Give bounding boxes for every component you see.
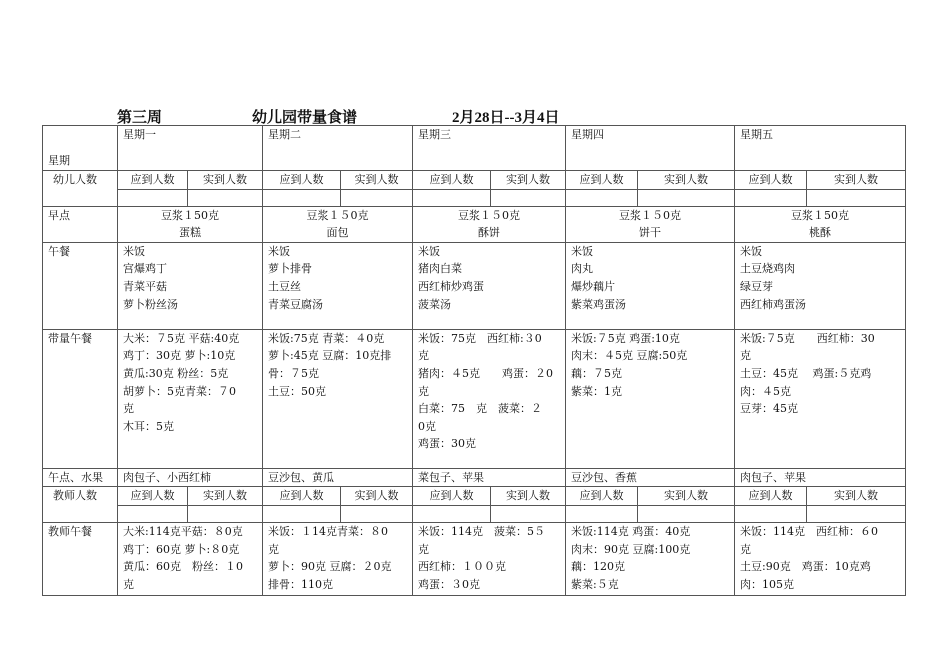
lunch-mon: [118, 242, 263, 329]
lunch-item: 萝卜排骨: [268, 262, 312, 276]
count-cell: [118, 189, 188, 206]
actual-label: 实到人数: [638, 171, 735, 190]
count-cell: [735, 189, 807, 206]
lunch-item: 宫爆鸡丁: [123, 262, 167, 276]
count-cell: [263, 189, 341, 206]
teacher-line: 肉：105克: [740, 577, 794, 591]
actual-label: 实到人数: [341, 487, 413, 506]
teacher-wed: [413, 522, 566, 595]
breakfast-item: 豆浆１５0克: [306, 208, 369, 222]
count-cell: [341, 189, 413, 206]
snack-tue: 豆沙包、黄瓜: [263, 468, 413, 487]
weekday-mon: 星期一: [118, 126, 263, 171]
lunch-label: 午餐: [43, 242, 118, 329]
snack-mon: 肉包子、小西红柿: [118, 468, 263, 487]
lunch-item: 爆炒藕片: [571, 279, 615, 293]
breakfast-item: 豆浆１５0克: [619, 208, 681, 222]
breakfast-mon: [118, 206, 263, 242]
lunch-item: 萝卜粉丝汤: [123, 297, 178, 311]
count-cell: [735, 505, 807, 522]
teacher-line: 大米:114克平菇：８0克: [123, 524, 243, 538]
date-range: 2月28日--3月4日: [452, 110, 560, 126]
week-label: 第三周: [117, 110, 163, 126]
teacher-line: 米饭：１14克青菜：８0: [268, 524, 388, 538]
lunch-thu: [566, 242, 735, 329]
lunch-item: 猪肉白菜: [418, 262, 462, 276]
portion-line: 米饭:７5克 西红柿：30: [740, 331, 875, 345]
document-title: 幼儿园带量食谱: [252, 110, 358, 126]
teacher-line: 萝卜：90克 豆腐：２0克: [268, 560, 392, 574]
lunch-item: 米饭: [268, 244, 290, 258]
weekday-tue: 星期二: [263, 126, 413, 171]
teacher-line: 米饭:114克 鸡蛋：40克: [571, 524, 691, 538]
children-count-values-row: [43, 189, 906, 206]
lunch-item: 米饭: [418, 244, 440, 258]
teacher-line: 肉末：90克 豆腐:100克: [571, 542, 691, 556]
portion-line: 萝卜:45克 豆腐：10克排: [268, 349, 392, 363]
breakfast-item: 桃酥: [809, 226, 831, 240]
portion-line: 克: [418, 384, 429, 398]
teacher-line: 克: [740, 542, 751, 556]
portion-line: 猪肉：４5克 鸡蛋：２0: [418, 366, 553, 380]
portion-line: 藕：７5克: [571, 366, 622, 380]
teacher-line: 西红柿：１００克: [418, 560, 506, 574]
snack-label: 午点、水果: [43, 468, 118, 487]
breakfast-item: 豆浆１５0克: [458, 208, 520, 222]
lunch-item: 青菜豆腐汤: [268, 297, 323, 311]
teacher-line: 黄瓜：60克 粉丝：１0: [123, 560, 243, 574]
lunch-item: 菠菜汤: [418, 297, 451, 311]
document-header: [0, 106, 950, 126]
portion-line: 肉：４5克: [740, 384, 791, 398]
lunch-item: 米饭: [571, 244, 593, 258]
portion-line: 土豆：45克 鸡蛋:５克鸡: [740, 366, 872, 380]
teacher-line: 鸡蛋：３0克: [418, 577, 480, 591]
portion-line: 白菜：75 克 菠菜：２: [418, 402, 542, 416]
actual-label: 实到人数: [491, 487, 566, 506]
count-cell: [807, 189, 906, 206]
count-cell: [566, 505, 638, 522]
children-count-label: 幼儿人数: [43, 171, 118, 207]
teacher-fri: [735, 522, 906, 595]
teacher-lunch-label: 教师午餐: [43, 522, 118, 595]
portion-line: 土豆：50克: [268, 384, 326, 398]
teacher-count-values-row: [43, 505, 906, 522]
count-cell: [638, 505, 735, 522]
menu-table: [42, 125, 906, 596]
actual-label: 实到人数: [807, 487, 906, 506]
portion-line: 黄瓜:30克 粉丝：5克: [123, 366, 229, 380]
breakfast-tue: [263, 206, 413, 242]
breakfast-item: 蛋糕: [179, 226, 201, 240]
count-cell: [807, 505, 906, 522]
portion-line: 克: [123, 402, 134, 416]
portion-line: 米饭:75克 青菜：４0克: [268, 331, 385, 345]
lunch-item: 西红柿炒鸡蛋: [418, 279, 484, 293]
lunch-item: 青菜平菇: [123, 279, 167, 293]
portion-line: 骨：７5克: [268, 366, 319, 380]
lunch-item: 米饭: [740, 244, 762, 258]
teacher-count-label: 教师人数: [43, 487, 118, 523]
teacher-line: 克: [418, 542, 429, 556]
actual-label: 实到人数: [638, 487, 735, 506]
lunch-fri: [735, 242, 906, 329]
teacher-line: 鸡丁：60克 萝卜:８0克: [123, 542, 240, 556]
expected-label: 应到人数: [263, 171, 341, 190]
portion-line: 木耳：5克: [123, 419, 174, 433]
portion-line: 鸡丁：30克 萝卜:10克: [123, 349, 236, 363]
portion-tue: [263, 329, 413, 468]
teacher-line: 土豆:90克 鸡蛋：10克鸡: [740, 560, 871, 574]
portion-line: 0克: [418, 419, 436, 433]
snack-fri: 肉包子、苹果: [735, 468, 906, 487]
teacher-count-row: [43, 487, 906, 506]
portion-line: 米饭:７5克 鸡蛋:10克: [571, 331, 680, 345]
lunch-item: 肉丸: [571, 262, 593, 276]
portion-fri: [735, 329, 906, 468]
expected-label: 应到人数: [566, 487, 638, 506]
snack-wed: 菜包子、苹果: [413, 468, 566, 487]
teacher-tue: [263, 522, 413, 595]
actual-label: 实到人数: [341, 171, 413, 190]
lunch-item: 米饭: [123, 244, 145, 258]
breakfast-item: 豆浆１50克: [791, 208, 849, 222]
portion-lunch-label: 带量午餐: [43, 329, 118, 468]
snack-row: [43, 468, 906, 487]
breakfast-thu: [566, 206, 735, 242]
portion-line: 豆芽：45克: [740, 402, 798, 416]
breakfast-item: 饼干: [639, 226, 661, 240]
actual-label: 实到人数: [188, 487, 263, 506]
portion-mon: [118, 329, 263, 468]
portion-line: 鸡蛋：30克: [418, 437, 476, 451]
count-cell: [118, 505, 188, 522]
actual-label: 实到人数: [491, 171, 566, 190]
teacher-lunch-row: [43, 522, 906, 595]
count-cell: [638, 189, 735, 206]
expected-label: 应到人数: [735, 487, 807, 506]
lunch-item: 土豆烧鸡肉: [740, 262, 795, 276]
expected-label: 应到人数: [413, 171, 491, 190]
teacher-line: 排骨：110克: [268, 577, 333, 591]
breakfast-wed: [413, 206, 566, 242]
expected-label: 应到人数: [118, 487, 188, 506]
lunch-item: 紫菜鸡蛋汤: [571, 297, 626, 311]
portion-line: 克: [740, 349, 751, 363]
children-count-row: [43, 171, 906, 190]
teacher-line: 米饭：114克 菠菜：5５: [418, 524, 545, 538]
count-cell: [341, 505, 413, 522]
count-cell: [263, 505, 341, 522]
count-cell: [188, 189, 263, 206]
actual-label: 实到人数: [807, 171, 906, 190]
expected-label: 应到人数: [735, 171, 807, 190]
snack-thu: 豆沙包、香蕉: [566, 468, 735, 487]
breakfast-item: 酥饼: [478, 226, 500, 240]
count-cell: [413, 189, 491, 206]
expected-label: 应到人数: [413, 487, 491, 506]
portion-line: 大米：７5克 平菇:40克: [123, 331, 240, 345]
weekday-thu: 星期四: [566, 126, 735, 171]
portion-line: 紫菜：1克: [571, 384, 622, 398]
weekday-row: [43, 126, 906, 171]
portion-line: 胡萝卜：5克青菜：７0: [123, 384, 236, 398]
teacher-thu: [566, 522, 735, 595]
portion-wed: [413, 329, 566, 468]
breakfast-label: 早点: [43, 206, 118, 242]
lunch-row: [43, 242, 906, 329]
expected-label: 应到人数: [263, 487, 341, 506]
lunch-tue: [263, 242, 413, 329]
lunch-item: 西红柿鸡蛋汤: [740, 297, 806, 311]
breakfast-row: [43, 206, 906, 242]
weekday-wed: 星期三: [413, 126, 566, 171]
count-cell: [188, 505, 263, 522]
teacher-line: 克: [268, 542, 279, 556]
breakfast-item: 面包: [326, 226, 349, 240]
weekday-fri: 星期五: [735, 126, 906, 171]
expected-label: 应到人数: [118, 171, 188, 190]
lunch-wed: [413, 242, 566, 329]
teacher-line: 紫菜:５克: [571, 577, 619, 591]
count-cell: [491, 189, 566, 206]
breakfast-item: 豆浆１50克: [161, 208, 219, 222]
count-cell: [566, 189, 638, 206]
teacher-line: 克: [123, 577, 134, 591]
breakfast-fri: [735, 206, 906, 242]
actual-label: 实到人数: [188, 171, 263, 190]
lunch-item: 绿豆芽: [740, 279, 773, 293]
teacher-line: 米饭：114克 西红柿：６0: [740, 524, 878, 538]
weekday-label: 星期: [43, 126, 118, 171]
count-cell: [413, 505, 491, 522]
teacher-line: 藕：120克: [571, 560, 625, 574]
count-cell: [491, 505, 566, 522]
teacher-mon: [118, 522, 263, 595]
portion-line: 米饭：75克 西红柿:３0: [418, 331, 542, 345]
portion-lunch-row: [43, 329, 906, 468]
lunch-item: 土豆丝: [268, 279, 301, 293]
portion-line: 克: [418, 349, 429, 363]
portion-line: 肉末：４5克 豆腐:50克: [571, 349, 688, 363]
portion-thu: [566, 329, 735, 468]
expected-label: 应到人数: [566, 171, 638, 190]
